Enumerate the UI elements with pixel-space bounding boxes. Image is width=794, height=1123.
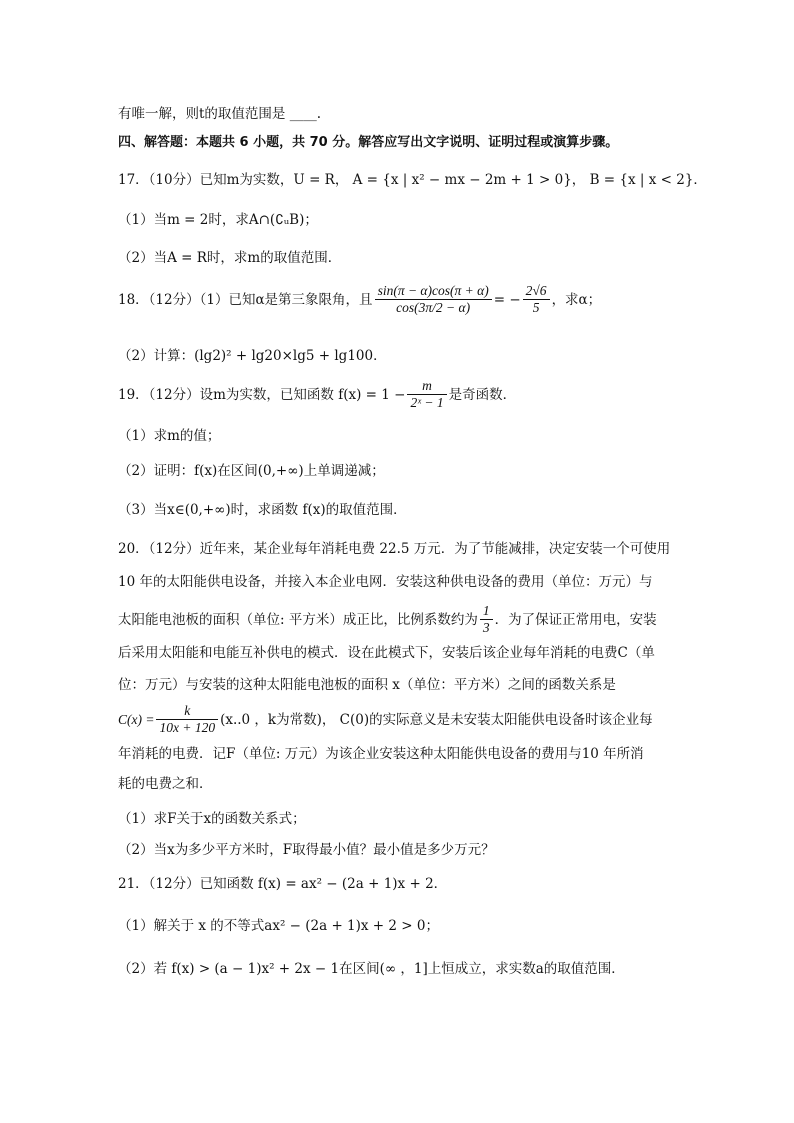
- problem-17-q1: （1）当m = 2时，求A∩(∁ᵤB)；: [118, 212, 318, 228]
- problem-19-stem: [118, 378, 698, 411]
- problem-20-line-3-suffix: ．为了保证正常用电，安装: [494, 611, 657, 628]
- problem-20-ratio-fraction: [480, 603, 493, 636]
- problem-20-cost-fraction: [156, 703, 218, 736]
- problem-20-line-6: [118, 703, 698, 736]
- problem-19-prefix: 19．（12分）设m为实数，已知函数 f(x) = 1 −: [118, 386, 406, 403]
- problem-18-stem: [118, 283, 698, 316]
- problem-20-line-2: 10 年的太阳能供电设备，并接入本企业电网．安装这种供电设备的费用（单位：万元）与: [118, 574, 653, 590]
- problem-21-stem: 21．（12分）已知函数 f(x) = ax² − (2a + 1)x + 2．: [118, 876, 448, 892]
- problem-20-line-8: 耗的电费之和．: [118, 776, 213, 792]
- problem-20-line-5: 位：万元）与安装的这种太阳能电池板的面积 x（单位：平方米）之间的函数关系是: [118, 677, 616, 693]
- intro-line: 有唯一解，则t的取值范围是 ____.: [118, 106, 322, 122]
- problem-18-frac-num: sin(π − α)cos(π + α): [375, 283, 492, 300]
- problem-17-q2: （2）当A = R时，求m的取值范围．: [118, 250, 342, 266]
- problem-20-line-6-suffix: (x..0 ，k为常数)， C(0)的实际意义是未安装太阳能供电设备时该企业每: [220, 711, 653, 728]
- problem-20-line-3: [118, 603, 698, 636]
- problem-20-line-1: 20．（12分）近年来，某企业每年消耗电费 22.5 万元．为了节能减排，决定安装一个可使用: [118, 541, 671, 557]
- problem-20-line-7: 年消耗的电费．记F（单位: 万元）为该企业安装这种太阳能供电设备的费用与10 年所消: [118, 746, 644, 762]
- problem-19-q2: （2）证明：f(x)在区间(0,+∞)上单调递减；: [118, 463, 385, 479]
- problem-20-q1: （1）求F关于x的函数关系式；: [118, 811, 306, 827]
- problem-20-cost-num: k: [156, 703, 218, 720]
- problem-19-frac-num: m: [407, 378, 446, 395]
- problem-18-rhs-fraction: [523, 283, 550, 316]
- problem-19-fraction: [407, 378, 446, 411]
- problem-18-suffix: ，求α；: [551, 291, 602, 308]
- problem-21-q2: （2）若 f(x) > (a − 1)x² + 2x − 1在区间(∞ ，1]上恒成立，求实数a的取值范围．: [118, 961, 625, 977]
- problem-18-rhs-den: 5: [532, 300, 540, 315]
- problem-19-frac-den: 2ˣ − 1: [410, 395, 444, 410]
- problem-20-ratio-den: 3: [482, 620, 490, 635]
- problem-17-stem: 17．（10分）已知m为实数，U = R， A = {x | x² − mx − 2m + 1 > 0}， B = {x | x < 2}．: [118, 172, 707, 188]
- problem-20-line-3-prefix: 太阳能电池板的面积（单位: 平方米）成正比，比例系数约为: [118, 611, 478, 628]
- problem-19-q3: （3）当x∈(0,+∞)时，求函数 f(x)的取值范围．: [118, 502, 407, 518]
- problem-18-q2: （2）计算：(lg2)² + lg20×lg5 + lg100．: [118, 348, 387, 364]
- problem-21-q1: （1）解关于 x 的不等式ax² − (2a + 1)x + 2 > 0；: [118, 918, 439, 934]
- problem-20-ratio-num: 1: [480, 603, 493, 620]
- problem-20-cost-den: 10x + 120: [159, 720, 216, 735]
- problem-18-eq: = −: [493, 291, 521, 308]
- problem-19-suffix: 是奇函数．: [448, 386, 517, 403]
- problem-18-frac-den: cos(3π/2 − α): [396, 300, 471, 315]
- problem-20-line-4: 后采用太阳能和电能互补供电的模式．设在此模式下，安装后该企业每年消耗的电费C（单: [118, 645, 655, 661]
- problem-19-q1: （1）求m的值；: [118, 428, 221, 444]
- problem-18-fraction: [375, 283, 492, 316]
- problem-18-rhs-num: 2√6: [523, 283, 550, 300]
- problem-20-q2: （2）当x为多少平方米时，F取得最小值？最小值是多少万元？: [118, 842, 495, 858]
- section-header: 四、解答题：本题共 6 小题，共 70 分。解答应写出文字说明、证明过程或演算步骤。: [118, 135, 619, 150]
- problem-20-line-6-prefix: C(x) =: [118, 711, 155, 727]
- problem-18-prefix: 18．（12分）（1）已知α是第三象限角，且: [118, 291, 373, 308]
